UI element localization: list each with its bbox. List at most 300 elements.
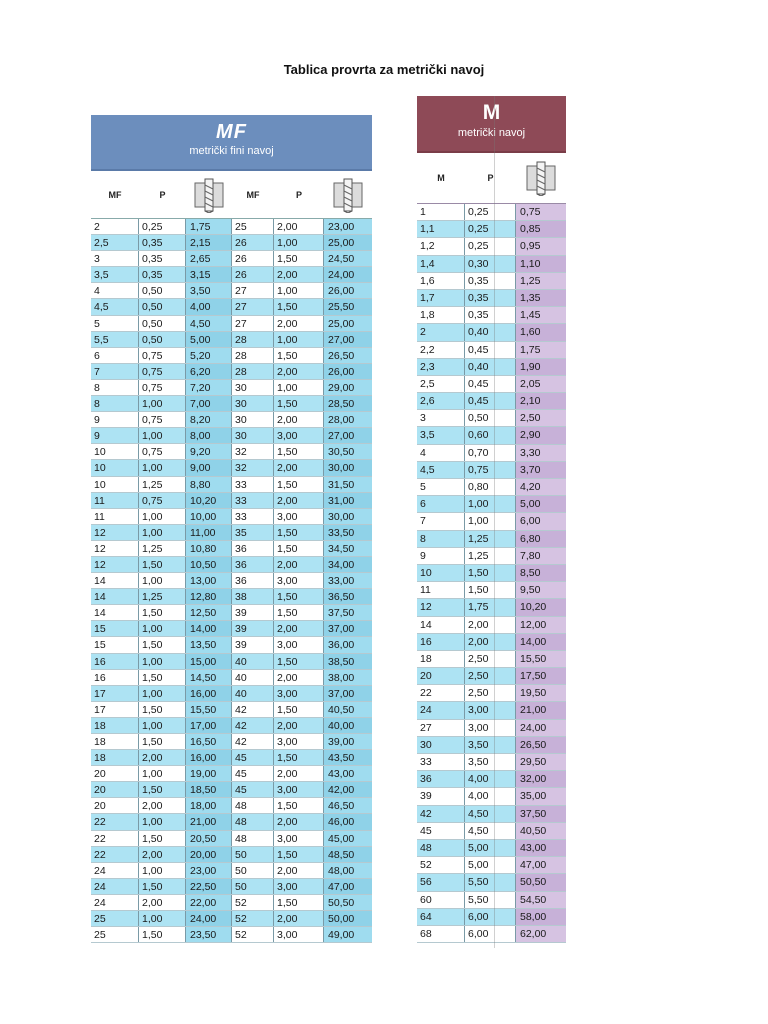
table-cell: 14 <box>91 605 139 620</box>
table-cell: 11 <box>91 493 139 508</box>
table-row <box>417 874 566 891</box>
table-cell: 26,00 <box>324 364 372 379</box>
table-row <box>91 750 372 766</box>
table-cell: 1,00 <box>139 863 186 878</box>
table-row <box>91 509 372 525</box>
table-cell: 1,50 <box>274 541 324 556</box>
table-cell: 50,50 <box>516 874 566 890</box>
table-cell: 10,50 <box>186 557 232 572</box>
table-cell: 10 <box>91 444 139 459</box>
table-cell: 8,50 <box>516 565 566 581</box>
table-cell: 12,80 <box>186 589 232 604</box>
table-row <box>417 668 566 685</box>
table-cell: 42,00 <box>324 782 372 797</box>
table-cell: 2,00 <box>139 750 186 765</box>
table-cell: 14,00 <box>186 621 232 636</box>
table-cell: 43,00 <box>324 766 372 781</box>
table-cell: 2,00 <box>274 557 324 572</box>
table-cell: 0,45 <box>465 342 516 358</box>
table-cell: 30,00 <box>324 460 372 475</box>
table-cell: 42 <box>417 806 465 822</box>
table-cell: 2 <box>417 324 465 340</box>
table-cell: 50,00 <box>324 911 372 926</box>
table-cell: 54,50 <box>516 892 566 908</box>
table-cell: 1,00 <box>139 396 186 411</box>
table-row <box>91 718 372 734</box>
table-cell: 25 <box>91 911 139 926</box>
table-cell: 1,50 <box>139 927 186 942</box>
table-cell: 11 <box>91 509 139 524</box>
table-row <box>417 565 566 582</box>
table-cell: 42 <box>232 734 274 749</box>
table-row <box>91 299 372 315</box>
table-cell: 1,6 <box>417 273 465 289</box>
table-cell: 17,00 <box>186 718 232 733</box>
table-cell: 0,75 <box>139 493 186 508</box>
table-row <box>417 427 566 444</box>
table-row <box>91 477 372 493</box>
table-cell: 2,00 <box>274 911 324 926</box>
table-cell: 0,35 <box>465 307 516 323</box>
table-cell: 36 <box>417 771 465 787</box>
table-cell: 20 <box>91 798 139 813</box>
table-cell: 4 <box>417 445 465 461</box>
table-row <box>91 219 372 235</box>
table-cell: 13,50 <box>186 637 232 652</box>
table-cell: 5,00 <box>516 496 566 512</box>
table-cell: 26,50 <box>324 348 372 363</box>
table-row <box>417 479 566 496</box>
table-cell: 34,50 <box>324 541 372 556</box>
table-cell: 50,50 <box>324 895 372 910</box>
table-cell: 2,5 <box>417 376 465 392</box>
table-cell: 0,25 <box>139 219 186 234</box>
table-cell: 33 <box>232 477 274 492</box>
table-row <box>91 702 372 718</box>
table-cell: 20,50 <box>186 831 232 846</box>
table-cell: 12,00 <box>516 617 566 633</box>
table-row <box>91 766 372 782</box>
table-row <box>91 283 372 299</box>
table-cell: 4,50 <box>465 806 516 822</box>
table-cell: 14,50 <box>186 670 232 685</box>
table-cell: 56 <box>417 874 465 890</box>
table-row <box>417 238 566 255</box>
table-cell: 7 <box>417 513 465 529</box>
table-row <box>417 359 566 376</box>
table-cell: 6 <box>91 348 139 363</box>
mf-subtitle: metrički fini navoj <box>189 145 274 157</box>
table-cell: 2,10 <box>516 393 566 409</box>
table-cell: 23,50 <box>186 927 232 942</box>
table-cell: 3,00 <box>465 702 516 718</box>
table-row <box>417 342 566 359</box>
table-cell: 30 <box>232 428 274 443</box>
table-row <box>417 548 566 565</box>
table-cell: 40,50 <box>324 702 372 717</box>
table-cell: 9,00 <box>186 460 232 475</box>
table-cell: 22,00 <box>186 895 232 910</box>
table-cell: 0,85 <box>516 221 566 237</box>
table-cell: 18 <box>91 750 139 765</box>
table-cell: 10 <box>91 477 139 492</box>
table-cell: 1,50 <box>139 605 186 620</box>
table-row <box>91 654 372 670</box>
mf-col-header-pitch-2: P <box>295 189 302 200</box>
table-cell: 18,00 <box>186 798 232 813</box>
table-cell: 20,00 <box>186 847 232 862</box>
table-cell: 33,50 <box>324 525 372 540</box>
table-cell: 3,70 <box>516 462 566 478</box>
table-cell: 0,45 <box>465 393 516 409</box>
table-row <box>417 926 566 943</box>
table-cell: 16 <box>91 670 139 685</box>
table-cell: 9 <box>91 428 139 443</box>
table-cell: 14 <box>91 573 139 588</box>
table-cell: 4,50 <box>465 823 516 839</box>
table-cell: 2,00 <box>274 460 324 475</box>
table-cell: 35,00 <box>516 788 566 804</box>
table-cell: 25,00 <box>324 316 372 331</box>
table-cell: 3,00 <box>274 782 324 797</box>
table-cell: 0,75 <box>139 412 186 427</box>
table-cell: 1,00 <box>139 766 186 781</box>
table-cell: 1,10 <box>516 256 566 272</box>
table-cell: 3,00 <box>274 831 324 846</box>
table-row <box>91 847 372 863</box>
table-cell: 1,50 <box>139 557 186 572</box>
table-cell: 1,75 <box>465 599 516 615</box>
table-cell: 22 <box>91 831 139 846</box>
table-cell: 37,50 <box>324 605 372 620</box>
table-cell: 1,8 <box>417 307 465 323</box>
table-cell: 10,80 <box>186 541 232 556</box>
table-cell: 1,2 <box>417 238 465 254</box>
table-cell: 9,20 <box>186 444 232 459</box>
m-table <box>417 96 566 943</box>
table-cell: 30 <box>417 737 465 753</box>
mf-table-header <box>91 115 372 171</box>
table-cell: 3,00 <box>274 734 324 749</box>
table-cell: 1,50 <box>139 782 186 797</box>
table-cell: 20 <box>91 766 139 781</box>
table-cell: 47,00 <box>324 879 372 894</box>
table-cell: 26 <box>232 267 274 282</box>
table-cell: 11 <box>417 582 465 598</box>
table-cell: 3 <box>417 410 465 426</box>
m-col-header-pitch: P <box>487 173 494 183</box>
table-cell: 8 <box>417 531 465 547</box>
table-cell: 1,50 <box>274 444 324 459</box>
table-row <box>91 814 372 830</box>
table-cell: 48,00 <box>324 863 372 878</box>
table-cell: 2 <box>91 219 139 234</box>
table-cell: 12 <box>417 599 465 615</box>
table-row <box>91 364 372 380</box>
table-cell: 16,00 <box>186 686 232 701</box>
table-cell: 24 <box>91 879 139 894</box>
table-cell: 15 <box>91 621 139 636</box>
table-cell: 1,50 <box>274 750 324 765</box>
table-cell: 0,40 <box>465 324 516 340</box>
table-cell: 38 <box>232 589 274 604</box>
table-row <box>91 670 372 686</box>
table-row <box>91 460 372 476</box>
table-cell: 1,50 <box>139 831 186 846</box>
table-cell: 1,00 <box>139 814 186 829</box>
table-cell: 0,80 <box>465 479 516 495</box>
table-cell: 16 <box>417 634 465 650</box>
table-row <box>417 702 566 719</box>
table-cell: 2,6 <box>417 393 465 409</box>
table-cell: 1,25 <box>516 273 566 289</box>
table-row <box>91 605 372 621</box>
table-cell: 1,25 <box>465 531 516 547</box>
table-cell: 39,00 <box>324 734 372 749</box>
table-row <box>417 221 566 238</box>
table-cell: 22 <box>91 814 139 829</box>
table-cell: 24 <box>417 702 465 718</box>
table-cell: 27 <box>232 316 274 331</box>
table-row <box>417 204 566 221</box>
table-row <box>417 307 566 324</box>
table-cell: 39 <box>232 621 274 636</box>
table-cell: 24,00 <box>516 720 566 736</box>
table-row <box>91 267 372 283</box>
table-row <box>417 771 566 788</box>
table-row <box>91 493 372 509</box>
table-cell: 9 <box>417 548 465 564</box>
table-cell: 1 <box>417 204 465 220</box>
table-cell: 40,00 <box>324 718 372 733</box>
table-cell: 28,50 <box>324 396 372 411</box>
table-cell: 8,00 <box>186 428 232 443</box>
table-row <box>417 410 566 427</box>
table-cell: 3,5 <box>417 427 465 443</box>
table-cell: 24 <box>91 863 139 878</box>
table-cell: 13,00 <box>186 573 232 588</box>
table-cell: 1,00 <box>274 235 324 250</box>
table-cell: 25,50 <box>324 299 372 314</box>
table-cell: 5 <box>417 479 465 495</box>
table-cell: 50 <box>232 879 274 894</box>
table-cell: 1,00 <box>465 513 516 529</box>
m-subtitle: metrički navoj <box>457 127 526 139</box>
table-cell: 2,00 <box>274 863 324 878</box>
table-cell: 1,50 <box>274 396 324 411</box>
table-cell: 28 <box>232 332 274 347</box>
table-cell: 37,50 <box>516 806 566 822</box>
table-row <box>91 428 372 444</box>
table-cell: 2,50 <box>465 668 516 684</box>
mf-title: MF <box>216 121 247 143</box>
table-cell: 8 <box>91 396 139 411</box>
table-cell: 48 <box>232 814 274 829</box>
table-cell: 7,00 <box>186 396 232 411</box>
table-cell: 5,20 <box>186 348 232 363</box>
table-cell: 1,75 <box>186 219 232 234</box>
table-cell: 6 <box>417 496 465 512</box>
table-cell: 3,50 <box>465 737 516 753</box>
table-cell: 1,60 <box>516 324 566 340</box>
table-row <box>91 911 372 927</box>
table-cell: 26 <box>232 235 274 250</box>
table-cell: 4,00 <box>186 299 232 314</box>
table-row <box>417 685 566 702</box>
table-cell: 2,2 <box>417 342 465 358</box>
table-cell: 5,5 <box>91 332 139 347</box>
table-cell: 32 <box>232 444 274 459</box>
table-cell: 36 <box>232 541 274 556</box>
table-cell: 50 <box>232 847 274 862</box>
table-row <box>91 831 372 847</box>
table-cell: 2,00 <box>139 895 186 910</box>
table-cell: 3,50 <box>186 283 232 298</box>
table-cell: 3,00 <box>274 927 324 942</box>
table-cell: 0,35 <box>139 267 186 282</box>
table-cell: 1,00 <box>139 428 186 443</box>
table-cell: 39 <box>417 788 465 804</box>
table-cell: 0,40 <box>465 359 516 375</box>
table-cell: 22 <box>417 685 465 701</box>
table-cell: 3,15 <box>186 267 232 282</box>
table-cell: 31,00 <box>324 493 372 508</box>
table-cell: 49,00 <box>324 927 372 942</box>
table-row <box>417 788 566 805</box>
table-cell: 14 <box>91 589 139 604</box>
table-cell: 33,00 <box>324 573 372 588</box>
table-cell: 4,5 <box>417 462 465 478</box>
table-cell: 1,50 <box>274 798 324 813</box>
table-cell: 33 <box>417 754 465 770</box>
table-cell: 2,00 <box>274 814 324 829</box>
table-cell: 1,50 <box>465 582 516 598</box>
table-cell: 3,00 <box>274 573 324 588</box>
table-cell: 2,3 <box>417 359 465 375</box>
table-cell: 19,50 <box>516 685 566 701</box>
drill-bit-icon <box>186 171 232 218</box>
table-cell: 12 <box>91 557 139 572</box>
table-cell: 25 <box>232 219 274 234</box>
table-cell: 1,50 <box>274 895 324 910</box>
table-row <box>91 412 372 428</box>
table-cell: 2,5 <box>91 235 139 250</box>
table-cell: 24 <box>91 895 139 910</box>
table-row <box>91 396 372 412</box>
table-row <box>417 634 566 651</box>
table-row <box>417 290 566 307</box>
table-cell: 50 <box>232 863 274 878</box>
table-cell: 1,00 <box>139 525 186 540</box>
table-cell: 16,00 <box>186 750 232 765</box>
table-cell: 10 <box>91 460 139 475</box>
table-cell: 1,25 <box>139 477 186 492</box>
mf-column-headers <box>91 171 372 218</box>
table-cell: 68 <box>417 926 465 942</box>
table-cell: 1,50 <box>274 348 324 363</box>
table-cell: 27,00 <box>324 332 372 347</box>
table-cell: 15,50 <box>516 651 566 667</box>
table-cell: 15 <box>91 637 139 652</box>
document-title: Tablica provrta za metrički navoj <box>283 62 485 77</box>
table-row <box>417 617 566 634</box>
table-cell: 60 <box>417 892 465 908</box>
table-row <box>417 273 566 290</box>
table-cell: 1,50 <box>274 299 324 314</box>
table-cell: 4,50 <box>186 316 232 331</box>
table-cell: 5,50 <box>465 892 516 908</box>
table-cell: 2,00 <box>465 617 516 633</box>
table-cell: 1,50 <box>274 605 324 620</box>
table-cell: 3,00 <box>274 637 324 652</box>
table-cell: 0,45 <box>465 376 516 392</box>
table-cell: 7 <box>91 364 139 379</box>
table-row <box>417 445 566 462</box>
table-cell: 4,20 <box>516 479 566 495</box>
table-cell: 2,50 <box>465 685 516 701</box>
table-row <box>417 393 566 410</box>
table-cell: 0,70 <box>465 445 516 461</box>
table-cell: 1,00 <box>139 654 186 669</box>
table-cell: 26,50 <box>516 737 566 753</box>
table-cell: 10 <box>417 565 465 581</box>
table-row <box>91 589 372 605</box>
table-cell: 30,00 <box>324 509 372 524</box>
table-cell: 1,75 <box>516 342 566 358</box>
table-cell: 4,00 <box>465 771 516 787</box>
table-row <box>91 557 372 573</box>
table-cell: 32 <box>232 460 274 475</box>
table-cell: 1,50 <box>274 251 324 266</box>
table-cell: 14,00 <box>516 634 566 650</box>
table-cell: 12,50 <box>186 605 232 620</box>
table-cell: 3,00 <box>274 509 324 524</box>
table-cell: 34,00 <box>324 557 372 572</box>
table-cell: 3,00 <box>274 879 324 894</box>
table-cell: 36 <box>232 557 274 572</box>
table-cell: 30,50 <box>324 444 372 459</box>
table-cell: 2,00 <box>274 621 324 636</box>
table-cell: 42 <box>232 702 274 717</box>
table-cell: 0,35 <box>465 290 516 306</box>
table-cell: 1,45 <box>516 307 566 323</box>
table-cell: 5,00 <box>465 857 516 873</box>
table-cell: 7,20 <box>186 380 232 395</box>
table-row <box>417 823 566 840</box>
table-cell: 0,75 <box>139 380 186 395</box>
table-row <box>91 686 372 702</box>
table-cell: 0,35 <box>465 273 516 289</box>
table-cell: 1,00 <box>139 509 186 524</box>
table-cell: 30 <box>232 396 274 411</box>
table-cell: 37,00 <box>324 621 372 636</box>
table-cell: 62,00 <box>516 926 566 942</box>
table-cell: 52 <box>232 911 274 926</box>
table-cell: 1,50 <box>139 734 186 749</box>
table-row <box>91 444 372 460</box>
table-cell: 45 <box>232 782 274 797</box>
table-cell: 1,90 <box>516 359 566 375</box>
table-cell: 43,50 <box>324 750 372 765</box>
table-cell: 10,00 <box>186 509 232 524</box>
table-cell: 0,95 <box>516 238 566 254</box>
table-row <box>417 754 566 771</box>
table-row <box>91 879 372 895</box>
table-cell: 8,20 <box>186 412 232 427</box>
table-cell: 8,80 <box>186 477 232 492</box>
table-cell: 21,00 <box>516 702 566 718</box>
table-cell: 46,50 <box>324 798 372 813</box>
